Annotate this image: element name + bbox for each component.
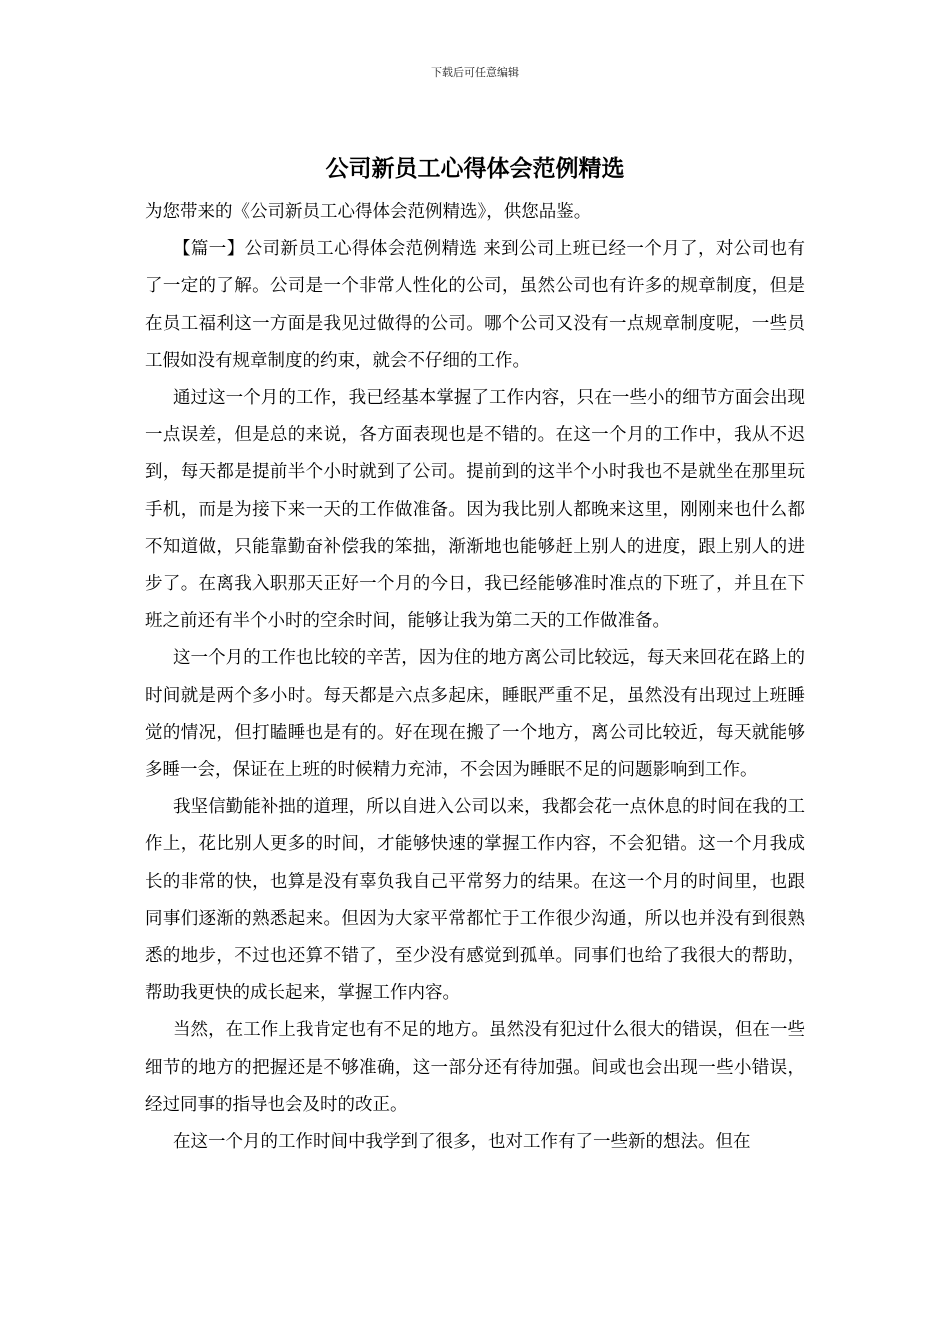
body-paragraph-2: 通过这一个月的工作，我已经基本掌握了工作内容，只在一些小的细节方面会出现一点误差，但是总的来说，各方面表现也是不错的。在这一个月的工作中，我从不迟到，每天都是提前半个小时就到了公司。提前到的这半个小时我也不是就坐在那里玩手机，而是为接下来一天的工作做准备。因为我比别人都晚来这里，刚刚来也什么都不知道做，只能靠勤奋补偿我的笨拙，渐渐地也能够赶上别人的进度，跟上别人的进步了。在离我入职那天正好一个月的今日，我已经能够准时准点的下班了，并且在下班之前还有半个小时的空余时间，能够让我为第二天的工作做准备。 [145,388,805,632]
body-paragraph-6: 在这一个月的工作时间中我学到了很多，也对工作有了一些新的想法。但在 [173,1132,751,1153]
page-header-note: 下载后可任意编辑 [431,66,519,79]
body-paragraph-4: 我坚信勤能补拙的道理，所以自进入公司以来，我都会花一点休息的时间在我的工作上，花比别人更多的时间，才能够快速的掌握工作内容，不会犯错。这一个月我成长的非常的快，也算是没有辜负我自己平常努力的结果。在这一个月的时间里，也跟同事们逐渐的熟悉起来。但因为大家平常都忙于工作很少沟通，所以也并没有到很熟悉的地步，不过也还算不错了，至少没有感觉到孤单。同事们也给了我很大的帮助，帮助我更快的成长起来，掌握工作内容。 [145,797,805,1004]
body-paragraph-1: 【篇一】公司新员工心得体会范例精选 来到公司上班已经一个月了，对公司也有了一定的了解。公司是一个非常人性化的公司，虽然公司也有许多的规章制度，但是在员工福利这一方面是我见过做得的公司。哪个公司又没有一点规章制度呢，一些员工假如没有规章制度的约束，就会不仔细的工作。 [145,239,805,371]
body-paragraph-5: 当然，在工作上我肯定也有不足的地方。虽然没有犯过什么很大的错误，但在一些细节的地方的把握还是不够准确，这一部分还有待加强。间或也会出现一些小错误，经过同事的指导也会及时的改正。 [145,1020,805,1115]
document-title: 公司新员工心得体会范例精选 [325,155,625,182]
document-body [145,194,805,1161]
intro-paragraph: 为您带来的《公司新员工心得体会范例精选》，供您品鉴。 [145,202,592,222]
body-paragraph-3: 这一个月的工作也比较的辛苦，因为住的地方离公司比较远，每天来回花在路上的时间就是两个多小时。每天都是六点多起床，睡眠严重不足，虽然没有出现过上班睡觉的情况，但打瞌睡也是有的。好在现在搬了一个地方，离公司比较近，每天就能够多睡一会，保证在上班的时候精力充沛，不会因为睡眠不足的问题影响到工作。 [145,648,805,781]
